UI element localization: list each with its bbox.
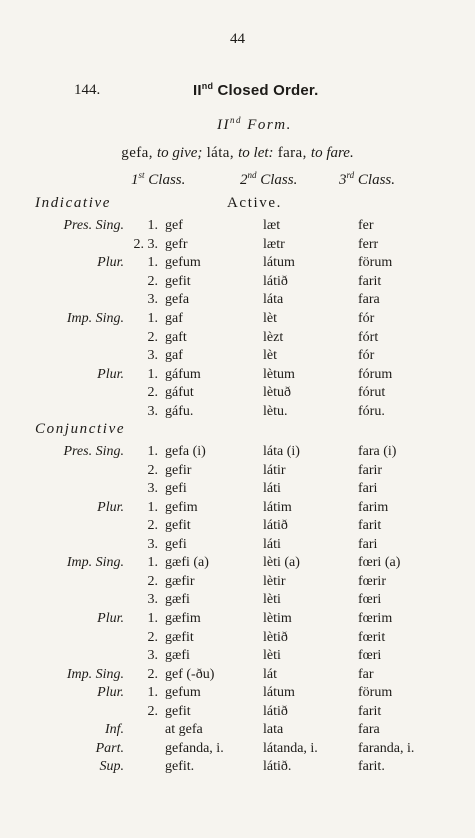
row-person-number: 1. [147,685,158,701]
cell-class-2: lètir [263,573,286,589]
row-person-number: 3. [147,481,158,497]
row-person-number: 2. [147,666,158,682]
row-person-number: 1. [147,366,158,382]
cell-class-2: lèti [263,592,281,608]
cell-class-1: gáfum [165,366,201,382]
table-row [0,367,475,387]
row-group-label: Inf. [104,722,124,738]
row-person-number: 3. [147,592,158,608]
cell-class-1: gef (-ðu) [165,666,215,682]
cell-class-1: gæfim [165,610,201,626]
row-group-label: Plur. [97,366,124,382]
cell-class-2: láta [263,292,284,308]
table-row [0,481,475,501]
cell-class-1: gefum [165,255,201,271]
example-verbs [0,145,475,162]
cell-class-2: lætr [263,236,285,252]
cell-class-3: farit [358,518,382,534]
cell-class-2: lata [263,722,284,738]
table-row [0,648,475,668]
table-row [0,611,475,631]
cell-class-2: látum [263,255,295,271]
table-row [0,592,475,612]
example-word-1: gefa, [121,145,153,161]
cell-class-2: látið [263,273,288,289]
cell-class-1: gefi [165,536,187,552]
table-row [0,444,475,464]
class-header-1: 1st Class. [131,170,186,188]
table-row [0,574,475,594]
row-group-label: Plur. [97,255,124,271]
cell-class-1: gæfir [165,573,195,589]
table-row [0,722,475,742]
cell-class-2: lètim [263,610,292,626]
cell-class-1: gefanda, i. [165,740,224,756]
cell-class-1: gefi [165,481,187,497]
cell-class-3: fórt [358,329,379,345]
cell-class-3: fer [358,218,374,233]
row-person-number: 1. [147,444,158,459]
cell-class-1: gef [165,218,183,233]
table-row [0,311,475,331]
cell-class-1: gefit [165,273,191,289]
cell-class-3: fórut [358,385,386,401]
cell-class-3: farit. [358,759,385,775]
example-word-2: láta, [206,145,234,161]
cell-class-1: gefit [165,703,191,719]
cell-class-3: fara (i) [358,444,397,459]
table-row [0,255,475,275]
row-person-number: 3. [147,292,158,308]
row-person-number: 3. [147,348,158,364]
cell-class-2: láti [263,536,281,552]
row-group-label: Sup. [99,759,124,775]
cell-class-2: læt [263,218,281,233]
table-row [0,704,475,724]
row-group-label: Pres. Sing. [63,444,124,459]
cell-class-2: látið. [263,759,292,775]
table-row [0,274,475,294]
cell-class-1: gáfu. [165,404,194,419]
cell-class-1: gæfi [165,648,190,664]
row-person-number: 2. [147,518,158,534]
row-person-number: 3. [147,536,158,552]
cell-class-2: látum [263,685,295,701]
cell-class-2: látim [263,499,292,515]
cell-class-3: fœrim [358,610,393,626]
row-person-number: 2. [147,462,158,478]
cell-class-3: fœri [358,648,382,664]
row-person-number: 2. [147,385,158,401]
table-row [0,292,475,312]
row-person-number: 2. [147,273,158,289]
cell-class-1: gefa [165,292,190,308]
row-person-number: 1. [147,610,158,626]
table-row [0,537,475,557]
cell-class-1: gefr [165,236,188,252]
cell-class-3: faranda, i. [358,740,415,756]
row-group-label: Imp. Sing. [66,666,124,682]
cell-class-3: fóru. [358,404,385,419]
cell-class-3: fari [358,536,378,552]
cell-class-1: at gefa [165,722,203,738]
cell-class-3: fœrit [358,629,386,645]
row-person-number: 1. [147,311,158,326]
mood-conjunctive: Conjunctive [35,421,126,437]
cell-class-2: láta (i) [263,444,300,459]
cell-class-2: lètið [263,629,288,645]
row-group-label: Plur. [97,610,124,626]
row-group-label: Imp. Sing. [66,555,124,571]
cell-class-2: lèti [263,648,281,664]
table-row [0,685,475,705]
class-header-2: 2nd Class. [240,170,298,188]
row-person-number: 1. [147,499,158,515]
example-word-3: fara, [277,145,307,161]
section-title: IInd Closed Order. [193,81,319,99]
cell-class-2: lèt [263,348,277,364]
cell-class-1: gæfi (a) [165,555,209,571]
row-person-number: 2. [147,329,158,345]
row-group-label: Plur. [97,499,124,515]
row-group-label: Imp. Sing. [66,311,124,326]
section-number: 144. [74,82,101,98]
class-header-3: 3rd Class. [339,170,396,188]
cell-class-1: gaf [165,348,183,364]
cell-class-3: fara [358,292,380,308]
cell-class-3: fari [358,481,378,497]
cell-class-3: fœrir [358,573,386,589]
table-row [0,330,475,350]
row-group-label: Pres. Sing. [63,218,124,233]
cell-class-3: far [358,666,374,682]
cell-class-1: gefim [165,499,198,515]
example-gloss-3: to fare. [310,145,354,161]
row-person-number: 1. [147,218,158,233]
row-person-number: 2. [147,629,158,645]
form-title: IInd Form. [217,115,292,133]
cell-class-2: lètum [263,366,295,382]
row-group-label: Plur. [97,685,124,701]
table-row [0,630,475,650]
cell-class-1: gaf [165,311,183,326]
cell-class-3: fór [358,311,375,326]
table-row [0,518,475,538]
row-person-number: 1. [147,555,158,571]
table-row [0,385,475,405]
cell-class-3: farit [358,703,382,719]
table-row [0,237,475,257]
row-person-number: 3. [147,648,158,664]
cell-class-2: láti [263,481,281,497]
cell-class-2: látir [263,462,286,478]
row-person-number: 1. [147,255,158,271]
row-person-number: 3. [147,404,158,419]
cell-class-1: gefum [165,685,201,701]
cell-class-3: förum [358,685,393,701]
row-person-number: 2. 3. [133,236,158,252]
cell-class-3: fœri (a) [358,555,401,571]
table-row [0,741,475,761]
cell-class-3: fara [358,722,380,738]
cell-class-3: farir [358,462,383,478]
cell-class-3: förum [358,255,393,271]
row-person-number: 2. [147,573,158,589]
row-group-label: Part. [95,740,124,756]
cell-class-1: gefir [165,462,192,478]
cell-class-2: lèzt [263,329,284,345]
cell-class-1: gefit [165,518,191,534]
row-person-number: 2. [147,703,158,719]
table-row [0,759,475,779]
cell-class-3: farim [358,499,389,515]
cell-class-3: fórum [358,366,393,382]
cell-class-1: gefit. [165,759,195,775]
cell-class-1: gaft [165,329,187,345]
mood-indicative: Indicative [35,195,111,211]
cell-class-3: fór [358,348,375,364]
cell-class-3: ferr [358,236,379,252]
cell-class-2: látið [263,518,288,534]
table-row [0,667,475,687]
table-row [0,500,475,520]
cell-class-1: gæfit [165,629,194,645]
cell-class-2: látið [263,703,288,719]
example-gloss-2: to let: [238,145,274,161]
cell-class-2: lètu. [263,404,288,419]
page-number: 44 [230,31,245,47]
voice-label: Active. [227,195,282,211]
example-gloss-1: to give; [157,145,203,161]
cell-class-2: lèt [263,311,277,326]
cell-class-1: gefa (i) [165,444,206,459]
cell-class-2: lát [263,666,277,682]
table-row [0,218,475,238]
cell-class-2: látanda, i. [263,740,318,756]
cell-class-1: gæfi [165,592,190,608]
cell-class-1: gáfut [165,385,194,401]
table-row [0,463,475,483]
cell-class-2: lètuð [263,385,291,401]
table-row [0,555,475,575]
cell-class-3: fœri [358,592,382,608]
cell-class-3: farit [358,273,382,289]
table-row [0,348,475,368]
cell-class-2: lèti (a) [263,555,300,571]
